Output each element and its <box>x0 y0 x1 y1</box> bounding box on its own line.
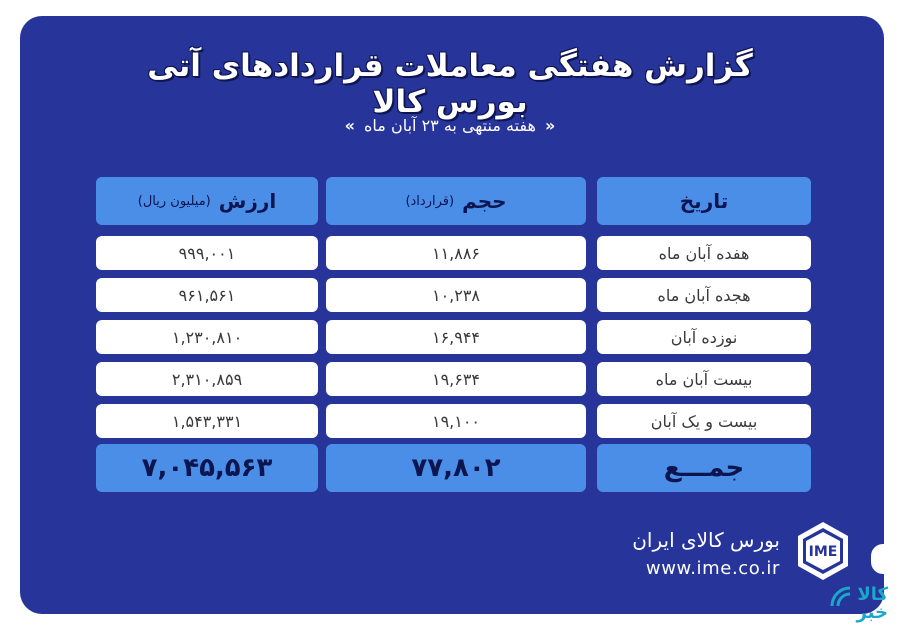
header-volume <box>326 177 586 225</box>
org-name: بورس کالای ایران <box>632 528 780 552</box>
total-label: جمـــع <box>597 444 811 492</box>
card-notch <box>871 544 895 574</box>
row-3-date: نوزده آبان <box>597 320 811 354</box>
watermark-text-bottom: خبر <box>856 602 888 623</box>
row-5-value: ۱,۵۴۳,۳۳۱ <box>96 404 318 438</box>
header-value-unit: (میلیون ریال) <box>137 193 211 209</box>
row-3-value: ۱,۲۳۰,۸۱۰ <box>96 320 318 354</box>
header-value <box>96 177 318 225</box>
row-5-volume: ۱۹,۱۰۰ <box>326 404 586 438</box>
row-3-volume: ۱۶,۹۴۴ <box>326 320 586 354</box>
row-4-value: ۲,۳۱۰,۸۵۹ <box>96 362 318 396</box>
subtitle-open-bracket: « <box>545 116 556 135</box>
subtitle-text: هفته منتهی به ۲۳ آبان ماه <box>364 116 536 135</box>
row-5-date: بیست و یک آبان <box>597 404 811 438</box>
header-volume-label: حجم <box>462 189 507 213</box>
header-value-label: ارزش <box>218 189 277 213</box>
footer-brand <box>600 528 780 579</box>
row-2-date: هجده آبان ماه <box>597 278 811 312</box>
row-2-value: ۹۶۱,۵۶۱ <box>96 278 318 312</box>
total-value: ۷,۰۴۵,۵۶۳ <box>96 444 318 492</box>
row-1-value: ۹۹۹,۰۰۱ <box>96 236 318 270</box>
report-subtitle <box>300 116 600 135</box>
watermark-text <box>856 586 888 622</box>
report-title: گزارش هفتگی معاملات قراردادهای آتی بورس کالا <box>147 48 753 120</box>
row-1-volume: ۱۱,۸۸۶ <box>326 236 586 270</box>
subtitle-close-bracket: » <box>344 116 355 135</box>
header-volume-unit: (قرارداد) <box>405 193 455 209</box>
row-1-date: هفده آبان ماه <box>597 236 811 270</box>
watermark-text-top: کالا <box>857 584 888 605</box>
total-volume: ۷۷,۸۰۲ <box>326 444 586 492</box>
row-4-date: بیست آبان ماه <box>597 362 811 396</box>
logo-text: IME <box>808 544 838 560</box>
watermark-logo <box>826 578 892 630</box>
header-date-label: تاریخ <box>679 189 729 213</box>
ime-logo-icon <box>792 520 854 582</box>
signal-icon <box>826 580 856 610</box>
row-2-volume: ۱۰,۲۳۸ <box>326 278 586 312</box>
org-url[interactable]: www.ime.co.ir <box>645 558 780 579</box>
row-4-volume: ۱۹,۶۳۴ <box>326 362 586 396</box>
header-date <box>597 177 811 225</box>
